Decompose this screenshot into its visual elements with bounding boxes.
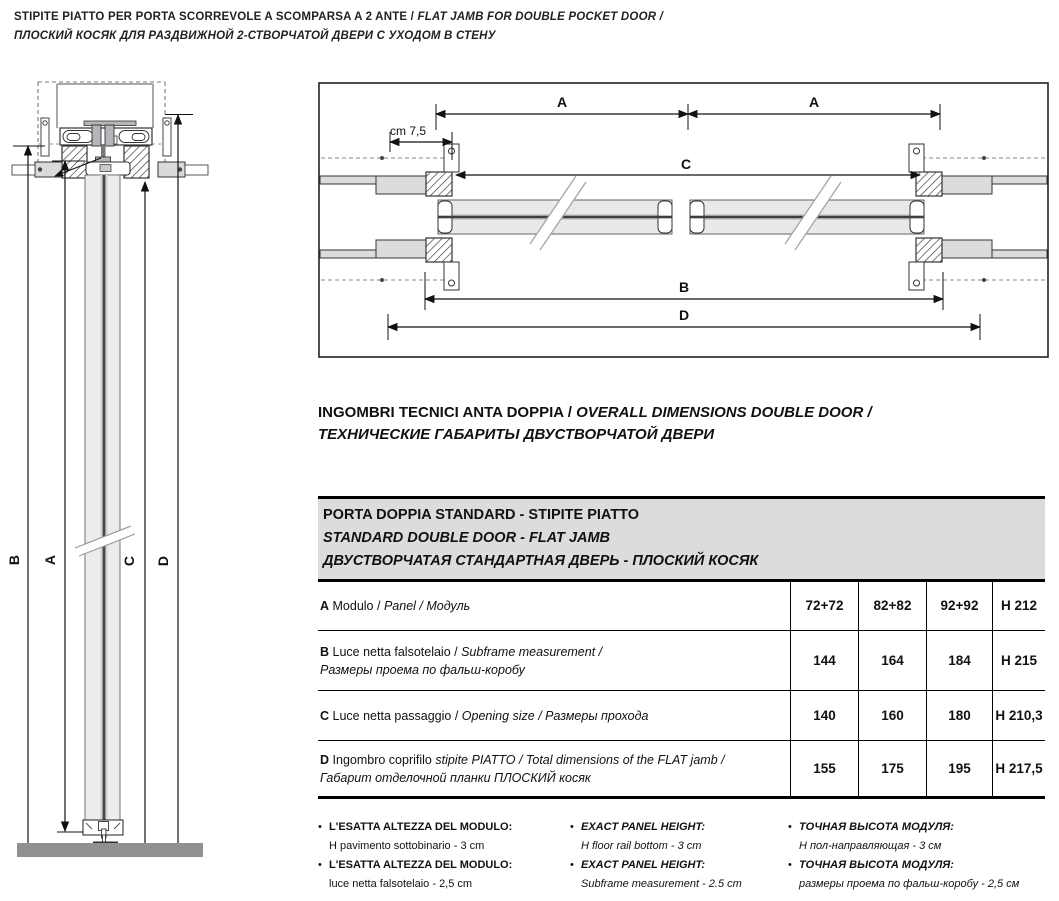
title-russian: ПЛОСКИЙ КОСЯК ДЛЯ РАЗДВИЖНОЙ 2-СТВОРЧАТОЙ ДВЕРИ С УХОДОМ В СТЕНУ (14, 30, 496, 42)
band-line3: ДВУСТВОРЧАТАЯ СТАНДАРТНАЯ ДВЕРЬ - ПЛОСКИЙ КОСЯК (323, 553, 759, 569)
plan-view-drawing (318, 82, 1050, 362)
note-text: Subframe measurement - 2.5 cm (581, 878, 742, 890)
note-item: • ТОЧНАЯ ВЫСОТА МОДУЛЯ: (788, 856, 1056, 875)
row-label: B Luce netta falsotelaio / Subframe measurement / Размеры проема по фальш-коробу (320, 644, 603, 677)
dim-label-c: C (680, 156, 692, 172)
value-cell: H 217,5 (992, 741, 1045, 796)
dim-label-a-left: A (556, 94, 568, 110)
dim-label-d: D (678, 307, 690, 323)
table-row (318, 631, 1045, 691)
section-heading-italian: INGOMBRI TECNICI ANTA DOPPIA / (318, 404, 577, 421)
section-heading-line2 (318, 424, 1048, 446)
note-item: • L'ESATTA ALTEZZA DEL MODULO: (318, 856, 563, 875)
bullet-icon: • (318, 859, 322, 871)
bullet-icon: • (570, 859, 574, 871)
value-cell: H 215 (992, 631, 1045, 690)
value-cell: H 212 (992, 581, 1045, 630)
page-title-line1 (14, 8, 1014, 27)
value-cell: 155 (790, 741, 858, 796)
dim-label-c: C (121, 555, 137, 567)
band-line1: PORTA DOPPIA STANDARD - STIPITE PIATTO (323, 507, 640, 523)
dim-label-a: A (42, 554, 58, 566)
value-cell: 72+72 (790, 581, 858, 630)
section-heading-russian: ТЕХНИЧЕСКИЕ ГАБАРИТЫ ДВУСТВОРЧАТОЙ ДВЕРИ (318, 426, 715, 443)
note-text: H floor rail bottom - 3 cm (581, 840, 702, 852)
floor-slab (17, 843, 203, 857)
note-text: размеры проема по фальш-коробу - 2,5 см (799, 878, 1020, 890)
band-line2: STANDARD DOUBLE DOOR - FLAT JAMB (323, 530, 611, 546)
value-cell: 164 (858, 631, 926, 690)
row-letter: B (320, 644, 330, 659)
notes-english (570, 818, 785, 894)
note-text: Н пол-направляющая - 3 см (799, 840, 942, 852)
row-label: C Luce netta passaggio / Opening size / Размеры прохода (320, 708, 649, 723)
value-cell: 160 (858, 691, 926, 740)
value-cell: 144 (790, 631, 858, 690)
notes-russian (788, 818, 1056, 894)
floor-rail (83, 820, 123, 843)
note-item: • L'ESATTA ALTEZZA DEL MODULO: (318, 818, 563, 837)
vertical-section-drawing (5, 78, 215, 878)
row-label: A Modulo / Panel / Модуль (320, 598, 471, 613)
section-heading-line1 (318, 402, 1048, 424)
door-panel (75, 175, 135, 820)
row-letter: D (320, 752, 330, 767)
section-heading (318, 402, 1048, 446)
bullet-icon: • (318, 821, 322, 833)
title-english: FLAT JAMB FOR DOUBLE POCKET DOOR / (417, 11, 664, 23)
note-text: H pavimento sottobinario - 3 cm (329, 840, 485, 852)
table-row (318, 691, 1045, 741)
value-cell: 195 (926, 741, 992, 796)
value-cell: 175 (858, 741, 926, 796)
note-item: • EXACT PANEL HEIGHT: (570, 856, 785, 875)
value-cell: 184 (926, 631, 992, 690)
door-top-clamp (86, 162, 130, 175)
bullet-icon: • (788, 821, 792, 833)
dimensions-table (318, 581, 1045, 799)
value-cell: 180 (926, 691, 992, 740)
title-italian: STIPITE PIATTO PER PORTA SCORREVOLE A SCOMPARSA A 2 ANTE / (14, 11, 418, 23)
dim-label-b: B (6, 554, 22, 566)
table-title-band (318, 496, 1045, 582)
table-row (318, 581, 1045, 631)
bullet-icon: • (788, 859, 792, 871)
table-row (318, 741, 1045, 799)
value-cell: 82+82 (858, 581, 926, 630)
row-label: D Ingombro coprifilo stipite PIATTO / Total dimensions of the FLAT jamb / Габарит отделочной планки ПЛОСКИЙ косяк (320, 752, 725, 785)
section-heading-english: OVERALL DIMENSIONS DOUBLE DOOR / (576, 404, 872, 421)
notes-italian (318, 818, 563, 894)
row-letter: C (320, 708, 330, 723)
page-title (14, 8, 1014, 46)
value-cell: 92+92 (926, 581, 992, 630)
value-cell: 140 (790, 691, 858, 740)
note-item: • EXACT PANEL HEIGHT: (570, 818, 785, 837)
row-letter: A (320, 598, 330, 613)
page-title-line2 (14, 27, 1014, 46)
note-item: • ТОЧНАЯ ВЫСОТА МОДУЛЯ: (788, 818, 1056, 837)
dim-label-b: B (678, 279, 690, 295)
dim-label-cm75: cm 7,5 (390, 124, 427, 138)
note-text: luce netta falsotelaio - 2,5 cm (329, 878, 473, 890)
dim-label-a-right: A (808, 94, 820, 110)
dim-label-d: D (155, 555, 171, 567)
value-cell: H 210,3 (992, 691, 1045, 740)
bullet-icon: • (570, 821, 574, 833)
